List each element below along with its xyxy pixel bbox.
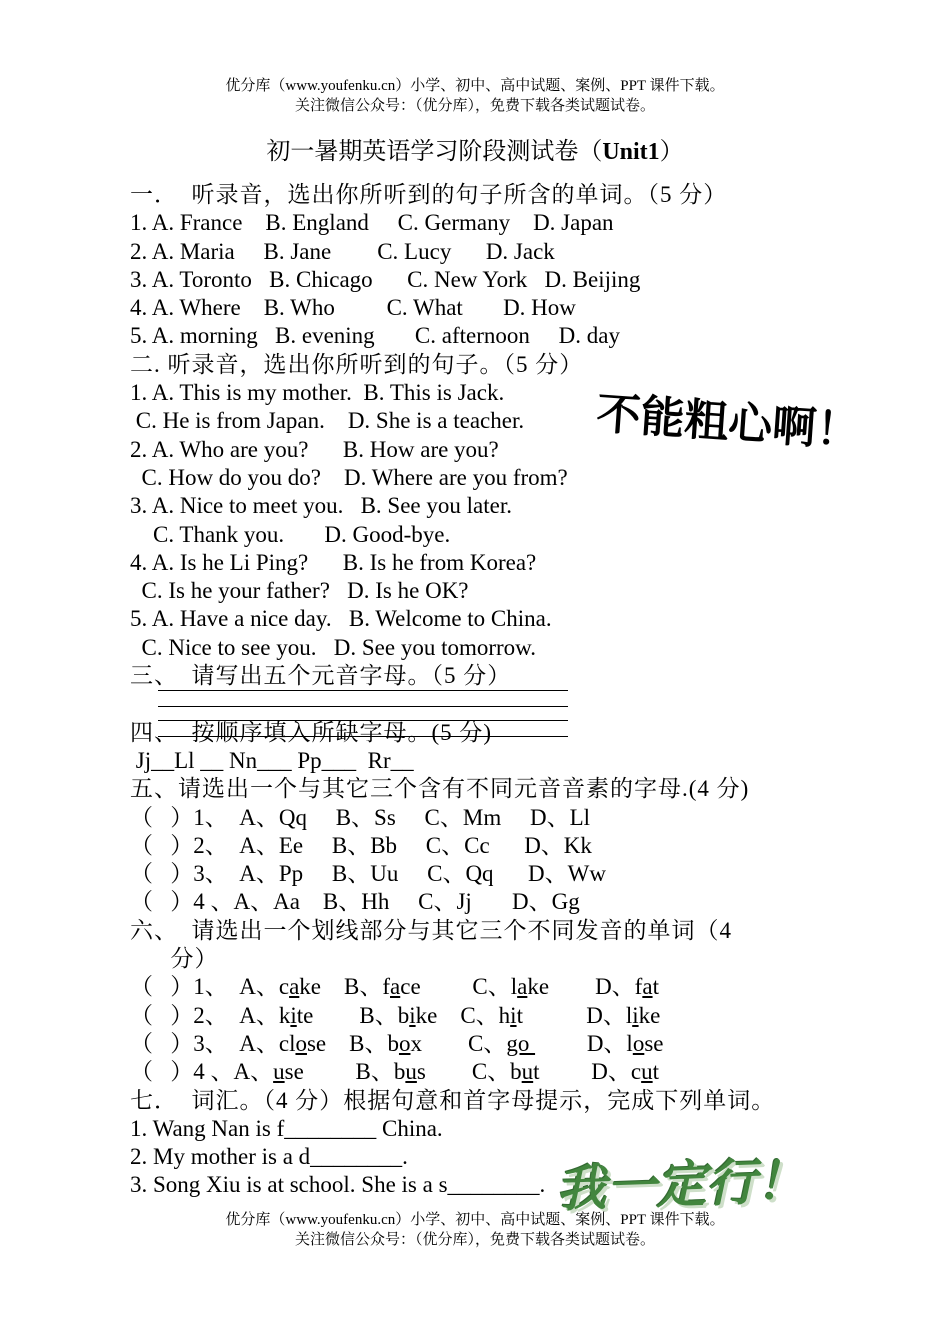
- section-1-question-5: 5. A. morning B. evening C. afternoon D. day: [130, 323, 620, 349]
- title-suffix: ）: [659, 139, 684, 165]
- section-2-heading: 二. 听录音，选出你所听到的句子。（5 分）: [130, 351, 584, 377]
- text-part: s C、b: [416, 1059, 522, 1085]
- text-part: ke B、f: [299, 974, 391, 1000]
- section-2-question-3b: C. Thank you. D. Good-bye.: [130, 521, 451, 547]
- section-1-question-2: 2. A. Maria B. Jane C. Lucy D. Jack: [130, 238, 555, 264]
- section-2-question-5b: C. Nice to see you. D. See you tomorrow.: [130, 634, 537, 660]
- underlined-letter: i: [632, 1002, 639, 1028]
- section-4-question: Jj__Ll __ Nn___ Pp___ Rr__: [130, 747, 414, 773]
- underlined-letter: i: [409, 1002, 416, 1028]
- underlined-letter: u: [641, 1059, 653, 1085]
- section-1-question-1: 1. A. France B. England C. Germany D. Japan: [130, 210, 614, 236]
- answer-line-4: [158, 736, 568, 737]
- section-7-heading: 七． 词汇。（4 分）根据句意和首字母提示，完成下列单词。: [130, 1087, 776, 1113]
- page-footer: [0, 1210, 950, 1250]
- section-7-question-2: 2. My mother is a d________.: [130, 1144, 408, 1170]
- underlined-letter: o: [632, 1030, 645, 1056]
- section-7-question-3: 3. Song Xiu is at school. She is a s________.: [130, 1172, 546, 1198]
- underlined-letter: go: [506, 1030, 536, 1056]
- footer-line-2: 关注微信公众号：（优分库），免费下载各类试题试卷。: [294, 1232, 655, 1248]
- section-7-question-1: 1. Wang Nan is f________ China.: [130, 1115, 443, 1141]
- answer-line-2: [158, 706, 568, 707]
- section-5-question-1: （ ）1、 A、Qq B、Ss C、Mm D、Ll: [130, 804, 591, 830]
- section-2-question-2a: 2. A. Who are you? B. How are you?: [130, 436, 499, 462]
- section-6-question-3: [130, 1030, 830, 1058]
- header-line-2: 关注微信公众号：（优分库），免费下载各类试题试卷。: [294, 98, 655, 114]
- section-5-question-2: （ ）2、 A、Ee B、Bb C、Cc D、Kk: [130, 832, 592, 858]
- section-2-question-1b: C. He is from Japan. D. She is a teacher.: [130, 408, 525, 434]
- underlined-letter: o: [295, 1030, 307, 1056]
- text-part: ce C、l: [400, 974, 518, 1000]
- section-2-question-4b: C. Is he your father? D. Is he OK?: [130, 578, 469, 604]
- text-part: t: [652, 1059, 660, 1085]
- page-title: [0, 136, 950, 168]
- footer-line-1: 优分库（www.youfenku.cn）小学、初中、高中试题、案例、PPT 课件下载。: [225, 1212, 725, 1228]
- section-5-question-4: （ ）4 、A、Aa B、Hh C、Jj D、Gg: [130, 889, 580, 915]
- text-part: t: [652, 974, 659, 1000]
- underlined-letter: a: [289, 974, 300, 1000]
- text-part: ke: [638, 1002, 661, 1028]
- section-2-question-3a: 3. A. Nice to meet you. B. See you later.: [130, 493, 512, 519]
- underlined-letter: u: [405, 1059, 417, 1085]
- page-header: [0, 76, 950, 116]
- section-3-answer-space: [130, 690, 830, 718]
- section-1-question-3: 3. A. Toronto B. Chicago C. New York D. Beijing: [130, 266, 641, 292]
- text-part: （ ）4 、A、: [130, 1059, 274, 1085]
- text-part: （ ）3、 A、cl: [130, 1030, 296, 1056]
- text-part: t D、l: [516, 1002, 633, 1028]
- section-5-question-3: （ ）3、 A、Pp B、Uu C、Qq D、Ww: [130, 861, 606, 887]
- text-part: （ ）2、 A、k: [130, 1002, 291, 1028]
- underlined-letter: a: [390, 974, 401, 1000]
- text-part: se B、b: [284, 1059, 406, 1085]
- section-2-question-5a: 5. A. Have a nice day. B. Welcome to China.: [130, 606, 552, 632]
- section-6-question-1: [130, 973, 830, 1001]
- text-part: （ ）1、 A、c: [130, 974, 290, 1000]
- header-line-1: 优分库（www.youfenku.cn）小学、初中、高中试题、案例、PPT 课件下载。: [225, 78, 725, 94]
- slogan-i-can: 我一定行！: [555, 1151, 808, 1219]
- section-1-heading: 一． 听录音，选出你所听到的句子所含的单词。（5 分）: [130, 182, 728, 207]
- title-unit: Unit1: [602, 139, 660, 165]
- text-part: x C、: [410, 1030, 507, 1056]
- underlined-letter: i: [510, 1002, 517, 1028]
- section-6-question-2: [130, 1002, 830, 1030]
- underlined-letter: o: [398, 1030, 411, 1056]
- answer-line-3: [158, 720, 568, 721]
- text-part: ke C、h: [415, 1002, 511, 1028]
- text-part: se: [644, 1030, 664, 1056]
- underlined-letter: i: [290, 1002, 297, 1028]
- text-part: D、l: [535, 1030, 633, 1056]
- title-prefix: 初一暑期英语学习阶段测试卷（: [266, 139, 603, 165]
- section-5-heading: 五、请选出一个与其它三个含有不同元音音素的字母.(4 分): [130, 776, 750, 802]
- underlined-letter: u: [521, 1059, 534, 1085]
- section-1-question-4: 4. A. Where B. Who C. What D. How: [130, 295, 576, 321]
- section-6-question-4: [130, 1058, 830, 1086]
- underlined-letter: u: [273, 1059, 285, 1085]
- underlined-letter: a: [642, 974, 653, 1000]
- section-2-question-4a: 4. A. Is he Li Ping? B. Is he from Korea?: [130, 549, 537, 575]
- text-part: se B、b: [306, 1030, 399, 1056]
- underlined-letter: a: [517, 974, 528, 1000]
- slogan-careful: 不能粗心啊！: [594, 388, 862, 458]
- text-part: ke D、f: [527, 974, 643, 1000]
- answer-line-1: [158, 690, 568, 691]
- section-2-question-2b: C. How do you do? D. Where are you from?: [130, 464, 568, 490]
- section-6-heading-cont: 分）: [130, 946, 219, 972]
- section-6-heading: 六、 请选出一个划线部分与其它三个不同发音的单词（4: [130, 917, 732, 943]
- text-part: t D、c: [533, 1059, 642, 1085]
- section-3-heading: 三、 请写出五个元音字母。（5 分）: [130, 663, 512, 689]
- section-2-question-1a: 1. A. This is my mother. B. This is Jack.: [130, 380, 505, 406]
- section-4-heading: 四、 按顺序填入所缺字母。(5 分): [130, 719, 493, 745]
- text-part: te B、b: [296, 1002, 410, 1028]
